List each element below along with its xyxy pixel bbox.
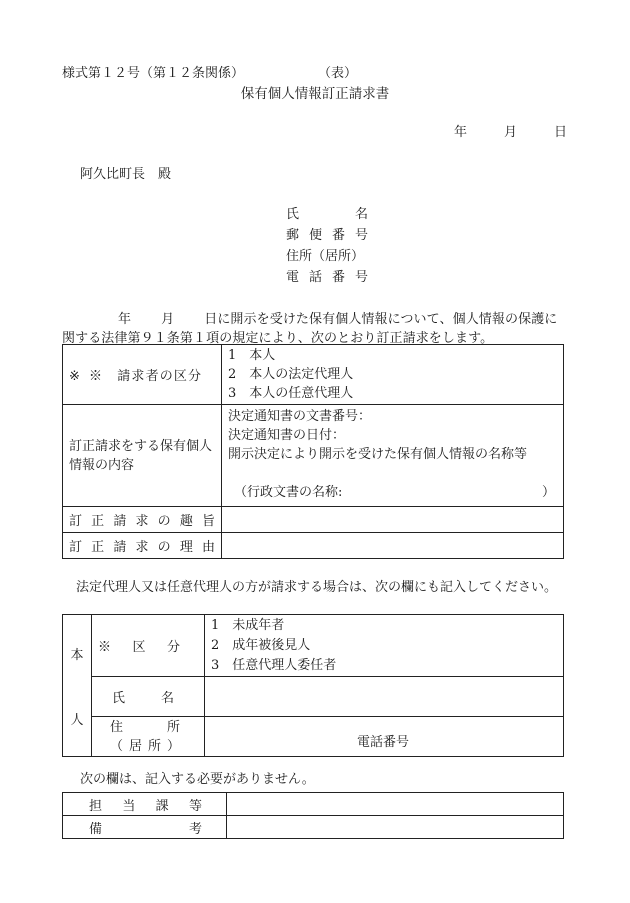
intro-month: 月 <box>161 312 175 327</box>
principal-table <box>62 614 564 757</box>
category-options[interactable] <box>205 615 564 677</box>
remarks-field <box>227 816 564 839</box>
doc-number-line[interactable]: 決定通知書の文書番号： <box>228 409 372 424</box>
requester-option-2[interactable]: 2 本人の法定代理人 <box>228 367 354 382</box>
office-note: 次の欄は、記入する必要がありません。 <box>80 772 315 787</box>
applicant-phone-label: 電話番号 <box>286 270 368 285</box>
purpose-field[interactable] <box>222 507 564 533</box>
requester-option-3[interactable]: 3 本人の任意代理人 <box>228 386 354 401</box>
requester-option-1[interactable]: 1 本人 <box>228 348 276 363</box>
office-table <box>62 792 564 839</box>
dept-field <box>227 793 564 816</box>
info-name-line[interactable]: 開示決定により開示を受けた保有個人情報の名称等 <box>228 447 528 462</box>
content-field[interactable] <box>222 405 564 507</box>
principal-label: 本 人 <box>63 615 92 757</box>
form-side: （表） <box>318 66 358 81</box>
intro-paragraph <box>62 310 564 348</box>
requester-options[interactable] <box>222 345 564 405</box>
date-year: 年 <box>454 125 468 140</box>
requester-label-text: ※ 請求者の区分 <box>89 369 201 384</box>
date-day: 日 <box>554 125 568 140</box>
intro-text: 日に開示を受けた保有個人情報について、個人情報の保護に関する法律第９１条第１項の規定により、次のとおり訂正請求をします。 <box>62 312 558 346</box>
applicant-name-label: 氏名 <box>286 207 368 222</box>
document-title: 保有個人情報訂正請求書 <box>240 86 390 102</box>
dept-label: 担当課等 <box>63 793 227 816</box>
applicant-postal-label: 郵便番号 <box>286 228 368 243</box>
remarks-label: 備考 <box>63 816 227 839</box>
category-label: ※ 区 分 <box>92 615 205 677</box>
category-option-2[interactable]: 2 成年被後見人 <box>211 637 311 653</box>
content-label: 訂正請求をする保有個人情報の内容 <box>63 405 222 507</box>
principal-name-label: 氏名 <box>92 677 205 717</box>
principal-phone-label: 電話番号 <box>357 735 410 750</box>
applicant-address-label: 住所（居所） <box>286 249 365 264</box>
agent-note: 法定代理人又は任意代理人の方が請求する場合は、次の欄にも記入してください。 <box>76 580 558 595</box>
category-option-1[interactable]: 1 未成年者 <box>211 617 285 633</box>
reason-field[interactable] <box>222 533 564 559</box>
date-month: 月 <box>504 125 518 140</box>
principal-name-field[interactable] <box>205 677 564 717</box>
addressee: 阿久比町長 殿 <box>80 167 172 182</box>
principal-address-label: 住所 （居所） <box>92 717 205 757</box>
intro-year: 年 <box>118 312 132 327</box>
admin-doc-line[interactable]: （行政文書の名称: ） <box>234 485 555 500</box>
principal-address-field[interactable] <box>205 717 564 757</box>
date-row <box>454 126 567 139</box>
category-option-3[interactable]: 3 任意代理人委任者 <box>211 657 337 673</box>
reason-label: 訂正請求の理由 <box>63 533 222 559</box>
form-id: 様式第１２号（第１２条関係） <box>62 66 245 81</box>
doc-date-line[interactable]: 決定通知書の日付： <box>228 428 346 443</box>
purpose-label: 訂正請求の趣旨 <box>63 507 222 533</box>
requester-category-label: ※ ※ 請求者の区分 <box>63 345 222 405</box>
request-table <box>62 344 564 559</box>
